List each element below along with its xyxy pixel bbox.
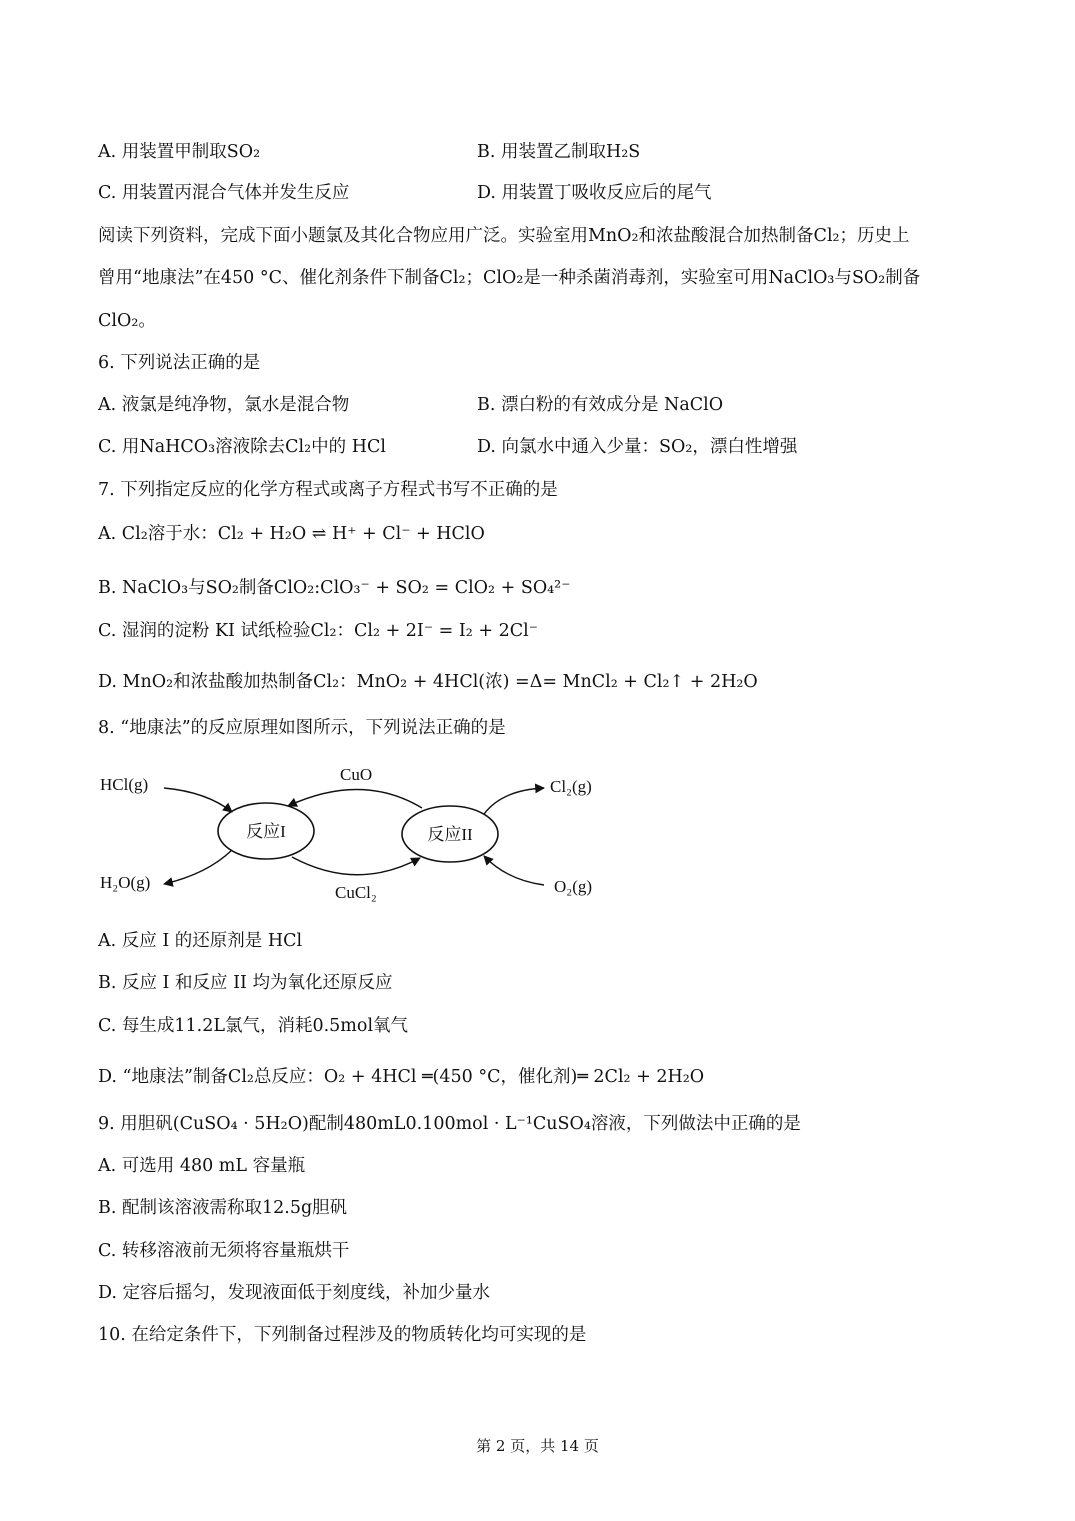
q9-option-b: B. 配制该溶液需称取12.5g胆矾 [98,1198,348,1218]
reaction-1-label: 反应I [246,822,286,841]
q10-stem: 10. 在给定条件下，下列制备过程涉及的物质转化均可实现的是 [98,1325,587,1345]
q7-option-a: A. Cl₂溶于水：Cl₂ + H₂O ⇌ H⁺ + Cl⁻ + HClO [98,524,485,544]
cucl2-label: CuCl₂ [335,883,377,902]
q8-option-d: D. “地康法”制备Cl₂总反应：O₂ + 4HCl ═(450 °C，催化剂)═ 2Cl₂ + 2H₂O [98,1067,705,1087]
q9-option-c: C. 转移溶液前无须将容量瓶烘干 [98,1241,350,1261]
reaction-2-label: 反应II [427,825,473,844]
q9-stem: 9. 用胆矾(CuSO₄ · 5H₂O)配制480mL0.100mol · L⁻¹CuSO₄溶液，下列做法中正确的是 [98,1114,801,1134]
q7-option-c: C. 湿润的淀粉 KI 试纸检验Cl₂：Cl₂ + 2I⁻ = I₂ + 2Cl⁻ [98,621,538,641]
h2o-arrow [164,850,232,884]
cuo-label: CuO [340,765,373,784]
q9-option-d: D. 定容后摇匀，发现液面低于刻度线，补加少量水 [98,1283,491,1303]
dikang-process-diagram [92,752,612,912]
q9-option-a: A. 可选用 480 mL 容量瓶 [98,1156,306,1176]
q8-option-a: A. 反应 I 的还原剂是 HCl [98,931,303,951]
o2-arrow [484,856,544,885]
q7-option-d: D. MnO₂和浓盐酸加热制备Cl₂：MnO₂ + 4HCl(浓) =Δ= MnCl₂ + Cl₂↑ + 2H₂O [98,672,758,692]
page-footer: 第 2 页，共 14 页 [476,1437,599,1455]
o2-label: O₂(g) [554,877,593,896]
cl2-label: Cl₂(g) [550,777,592,796]
q8-option-c: C. 每生成11.2L氯气，消耗0.5mol氧气 [98,1016,409,1036]
q7-option-b: B. NaClO₃与SO₂制备ClO₂:ClO₃⁻ + SO₂ = ClO₂ + SO₄²⁻ [98,578,571,598]
hcl-arrow [164,788,232,812]
q7-stem: 7. 下列指定反应的化学方程式或离子方程式书写不正确的是 [98,480,558,500]
h2o-label: H₂O(g) [100,873,151,892]
q6-stem: 6. 下列说法正确的是 [98,353,261,373]
cuo-arrow [288,789,422,808]
q5-option-d: D. 用装置丁吸收反应后的尾气 [477,183,712,203]
q8-option-b: B. 反应 I 和反应 II 均为氧化还原反应 [98,973,393,993]
passage-line-2: 曾用“地康法”在450 °C、催化剂条件下制备Cl₂；ClO₂是一种杀菌消毒剂，实验室可用NaClO₃与SO₂制备 [98,268,921,288]
cucl2-arrow [292,857,420,875]
q6-option-c: C. 用NaHCO₃溶液除去Cl₂中的 HCl [98,437,386,457]
q5-option-a: A. 用装置甲制取SO₂ [98,142,261,162]
q5-option-b: B. 用装置乙制取H₂S [477,142,641,162]
cl2-arrow [484,788,544,814]
q6-option-d: D. 向氯水中通入少量：SO₂，漂白性增强 [477,437,798,457]
q8-stem: 8. “地康法”的反应原理如图所示，下列说法正确的是 [98,718,506,738]
q6-option-a: A. 液氯是纯净物，氯水是混合物 [98,395,350,415]
passage-line-1: 阅读下列资料，完成下面小题氯及其化合物应用广泛。实验室用MnO₂和浓盐酸混合加热制备Cl₂；历史上 [98,226,910,246]
hcl-label: HCl(g) [100,775,149,794]
q5-option-c: C. 用装置丙混合气体并发生反应 [98,183,350,203]
passage-line-3: ClO₂。 [98,311,156,331]
q6-option-b: B. 漂白粉的有效成分是 NaClO [477,395,724,415]
